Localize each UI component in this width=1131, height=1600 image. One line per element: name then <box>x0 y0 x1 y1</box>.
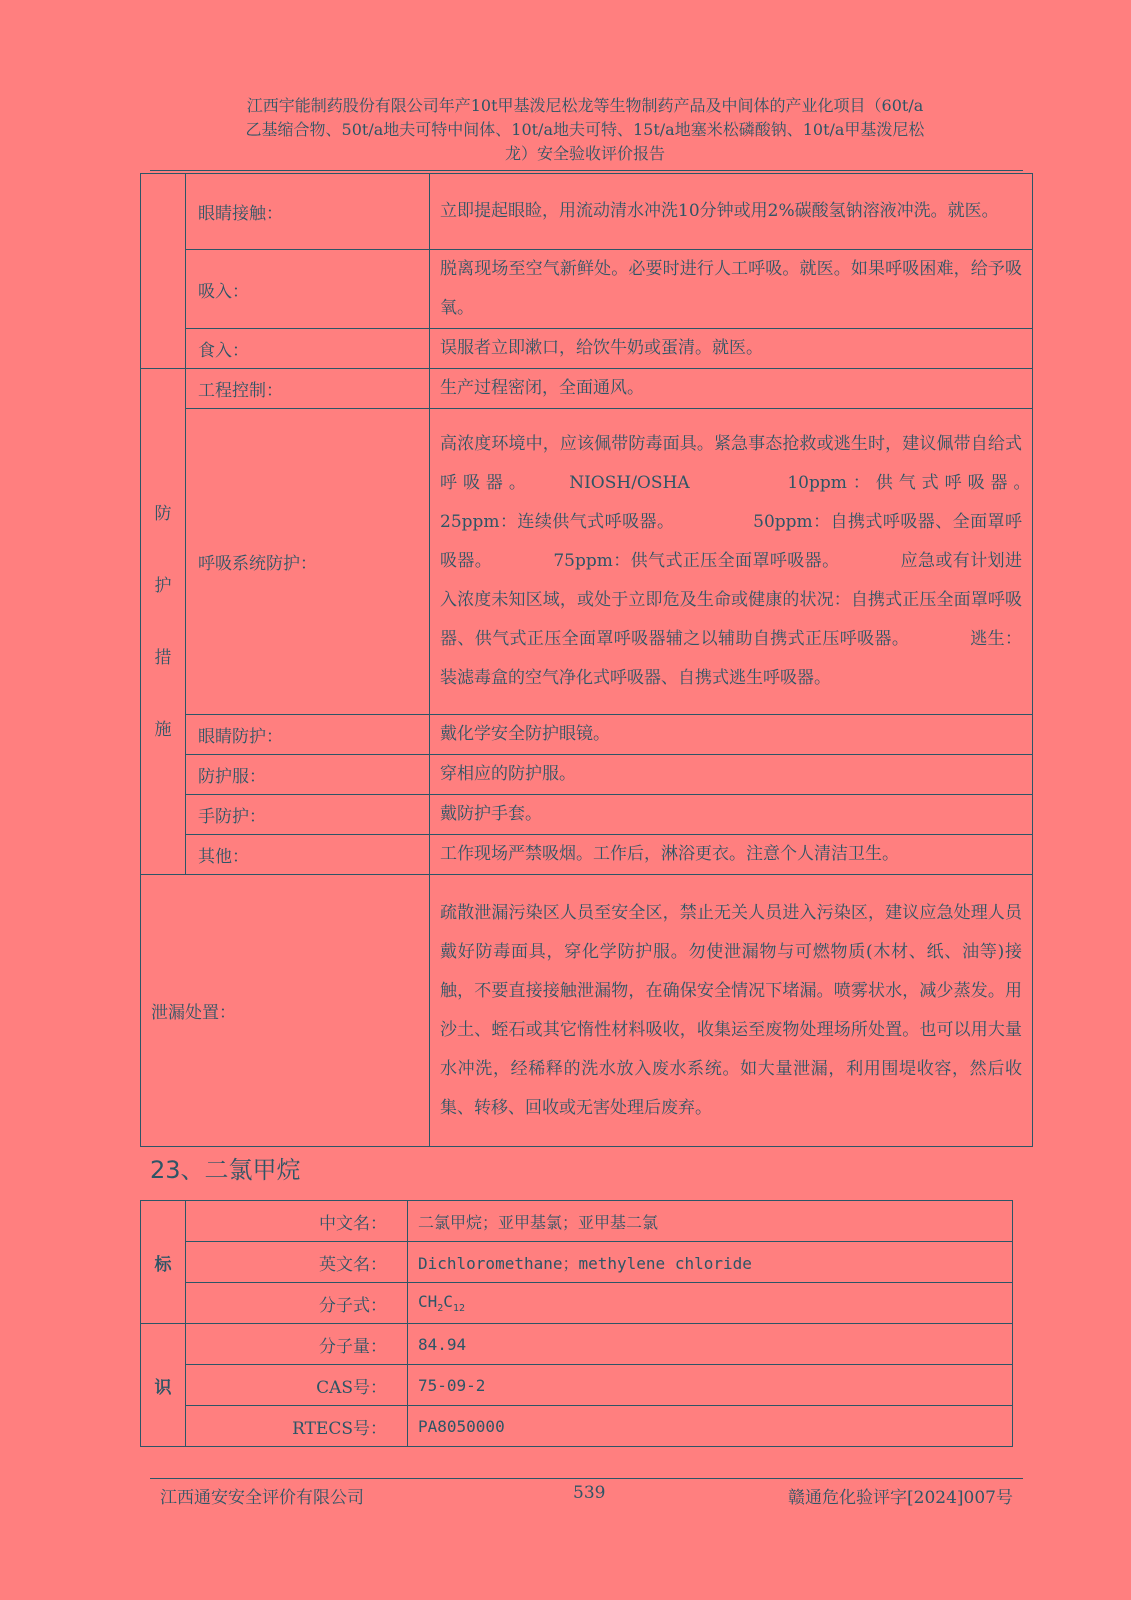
safety-measures-table <box>140 173 1090 1147</box>
row-label: 呼吸系统防护： <box>186 409 430 715</box>
molecular-formula: $CH_2C_{12}$ <box>408 1283 1013 1324</box>
row-value: 75-09-2 <box>408 1365 1013 1406</box>
row-label: 其他： <box>186 835 430 875</box>
row-label: 眼睛接触： <box>186 174 430 250</box>
table-row <box>141 329 1033 369</box>
row-value: 立即提起眼睑，用流动清水冲洗10分钟或用2%碳酸氢钠溶液冲洗。就医。 <box>430 174 1033 250</box>
identification-table <box>140 1200 1013 1447</box>
row-value: 二氯甲烷；亚甲基氯；亚甲基二氯 <box>408 1201 1013 1242</box>
row-label: 食入： <box>186 329 430 369</box>
table-row <box>141 755 1033 795</box>
header-divider <box>150 170 1023 171</box>
first-aid-side-cell <box>141 174 186 369</box>
id-side-char: 识 <box>141 1324 186 1447</box>
row-label: 分子量： <box>186 1324 408 1365</box>
table-row <box>141 1242 1013 1283</box>
table-row <box>141 795 1033 835</box>
header-line-1: 江西宇能制药股份有限公司年产10t甲基泼尼松龙等生物制药产品及中间体的产业化项目（60t/a <box>246 96 924 115</box>
table-row <box>141 409 1033 715</box>
table-row <box>141 1324 1013 1365</box>
protection-side-label: 防 护 措 施 <box>141 369 186 875</box>
table-row <box>141 835 1033 875</box>
table-row <box>141 1365 1013 1406</box>
row-value: 高浓度环境中，应该佩带防毒面具。紧急事态抢救或逃生时，建议佩带自给式呼吸器。 NIOSH/OSHA 10ppm：供气式呼吸器。 25ppm：连续供气式呼吸器。 50ppm：自携式呼吸器、全面罩呼吸器。 75ppm：供气式正压全面罩呼吸器。 应急或有计划进入浓度未知区域，或处于立即危及生命或健康的状况：自携式正压全面罩呼吸器、供气式正压全面罩呼吸器辅之以辅助自携式正压呼吸器。 逃生：装滤毒盒的空气净化式呼吸器、自携式逃生呼吸器。 <box>430 409 1033 715</box>
row-label: RTECS号： <box>186 1406 408 1447</box>
row-value: 84.94 <box>408 1324 1013 1365</box>
row-label: CAS号： <box>186 1365 408 1406</box>
row-value: Dichloromethane；methylene chloride <box>408 1242 1013 1283</box>
footer-divider <box>150 1478 1023 1479</box>
table-row <box>141 1283 1013 1324</box>
row-label: 防护服： <box>186 755 430 795</box>
row-value: PA8050000 <box>408 1406 1013 1447</box>
row-label: 眼睛防护： <box>186 715 430 755</box>
row-value: 误服者立即漱口，给饮牛奶或蛋清。就医。 <box>430 329 1033 369</box>
table-row <box>141 875 1033 1147</box>
leak-label: 泄漏处置： <box>141 875 430 1147</box>
row-value: 工作现场严禁吸烟。工作后，淋浴更衣。注意个人清洁卫生。 <box>430 835 1033 875</box>
footer-company: 江西通安安全评价有限公司 <box>160 1488 364 1508</box>
leak-value: 疏散泄漏污染区人员至安全区，禁止无关人员进入污染区，建议应急处理人员戴好防毒面具，穿化学防护服。勿使泄漏物与可燃物质(木材、纸、油等)接触，不要直接接触泄漏物，在确保安全情况下堵漏。喷雾状水，减少蒸发。用沙土、蛭石或其它惰性材料吸收，收集运至废物处理场所处置。也可以用大量水冲洗，经稀释的洗水放入废水系统。如大量泄漏，利用围堤收容，然后收集、转移、回收或无害处理后废弃。 <box>430 875 1033 1147</box>
table-row <box>141 250 1033 329</box>
row-value: 穿相应的防护服。 <box>430 755 1033 795</box>
table-row <box>141 369 1033 409</box>
row-label: 分子式： <box>186 1283 408 1324</box>
row-label: 吸入： <box>186 250 430 329</box>
table-row <box>141 1406 1013 1447</box>
document-header <box>150 94 1020 166</box>
table-row <box>141 715 1033 755</box>
row-label: 英文名： <box>186 1242 408 1283</box>
header-line-2: 乙基缩合物、50t/a地夫可特中间体、10t/a地夫可特、15t/a地塞米松磷酸钠、10t/a甲基泼尼松 <box>245 120 925 139</box>
table-row <box>141 174 1033 250</box>
row-label: 工程控制： <box>186 369 430 409</box>
row-value: 生产过程密闭，全面通风。 <box>430 369 1033 409</box>
row-label: 手防护： <box>186 795 430 835</box>
document-number: 赣通危化验评字[2024]007号 <box>788 1488 1013 1508</box>
table-row <box>141 1201 1013 1242</box>
header-line-3: 龙）安全验收评价报告 <box>504 144 665 163</box>
row-label: 中文名： <box>186 1201 408 1242</box>
section-title: 23、二氯甲烷 <box>150 1156 301 1184</box>
row-value: 戴化学安全防护眼镜。 <box>430 715 1033 755</box>
row-value: 脱离现场至空气新鲜处。必要时进行人工呼吸。就医。如果呼吸困难，给予吸氧。 <box>430 250 1033 329</box>
page-number: 539 <box>573 1483 606 1503</box>
row-value: 戴防护手套。 <box>430 795 1033 835</box>
id-side-char: 标 <box>141 1201 186 1324</box>
